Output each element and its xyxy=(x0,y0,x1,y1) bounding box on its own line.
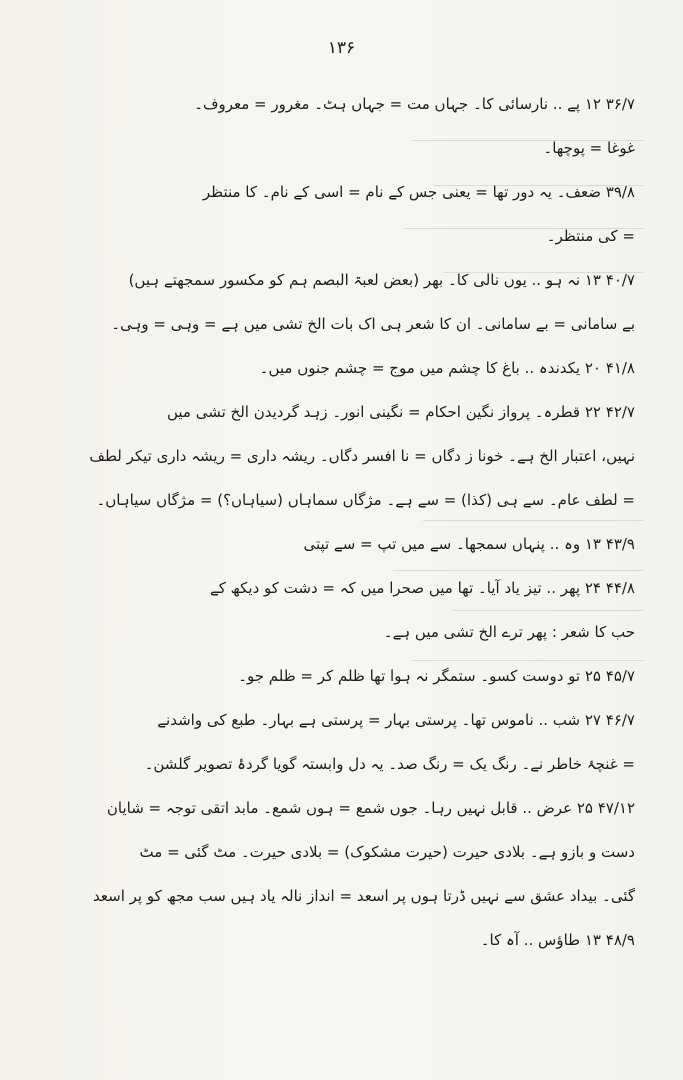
text-line: ۴۳/۹ ۱۳ وہ .. پنہاں سمجھا۔ سے میں تپ = سے تپتی xyxy=(303,535,635,553)
text-line: = کی منتظر۔ xyxy=(546,227,635,245)
text-line: نہیں، اعتبار الخ ہے۔ خونا ز دگاں = نا افسر دگاں۔ ریشہ داری = ریشہ داری تیکر لطف xyxy=(89,447,635,465)
text-line: بے سامانی = بے سامانی۔ ان کا شعر ہی اک بات الخ تشی میں ہے = وہی = وہی۔ xyxy=(111,315,635,333)
text-line: ۴۶/۷ ۲۷ شب .. ناموس تھا۔ پرستی بہار = پرستی ہے بہار۔ طبع کی واشدنے xyxy=(157,711,635,729)
text-line: ۴۷/۱۲ ۲۵ عرض .. قابل نہیں رہا۔ جوں شمع = ہوں شمع۔ مابد اتقی توجہ = شایان xyxy=(106,799,635,817)
text-line: ۴۸/۹ ۱۳ طاؤس .. آہ کا۔ xyxy=(480,931,635,949)
text-line: = لطف عام۔ سے ہی (کذا) = سے ہے۔ مژگاں سماہاں (سیاہاں؟) = مژگاں سیاہاں۔ xyxy=(96,491,635,509)
text-line: ۴۲/۷ ۲۲ قطرہ۔ پرواز نگین احکام = نگینی انور۔ زہد گردیدن الخ تشی میں xyxy=(166,403,635,421)
text-line: ۴۱/۸ ۲۰ یکدندہ .. باغ کا چشم میں موج = چشم جنوں میں۔ xyxy=(259,359,635,377)
text-line: گئی۔ بیداد عشق سے نہیں ڈرتا ہوں پر اسعد = انداز نالہ یاد ہیں سب مجھ کو پر اسعد xyxy=(93,887,635,905)
text-line: دست و بازو ہے۔ بلادی حیرت (حیرت مشکوک) = بلادی حیرت۔ مٹ گئی = مٹ xyxy=(139,843,635,861)
text-line: ۳۹/۸ ضعف۔ یہ دور تھا = یعنی جس کے نام = اسی کے نام۔ کا منتظر xyxy=(202,183,635,201)
text-line: ۴۵/۷ ۲۵ تو دوست کسو۔ ستمگر نہ ہوا تھا ظلم کر = ظلم جو۔ xyxy=(238,667,635,685)
text-line: ۴۴/۸ ۲۴ پھر .. تیز یاد آیا۔ تھا میں صحرا میں کہ = دشت کو دیکھ کے xyxy=(209,579,635,597)
manuscript-body xyxy=(55,82,635,962)
text-line: غوغا = پوچھا۔ xyxy=(543,139,635,157)
text-line: = غنچۂ خاطر نے۔ رنگ یک = رنگ صد۔ یہ دل وابستہ گویا گردۂ تصویر گلشن۔ xyxy=(144,755,635,773)
text-line: ۴۰/۷ ۱۳ نہ ہو .. یوں نالی کا۔ بھر (بعض لعبۃ البصم ہم کو مکسور سمجھتے ہیں) xyxy=(128,271,635,289)
page-number: ۱۳۶ xyxy=(327,38,356,58)
text-line: حب کا شعر : پھر ترے الخ تشی میں ہے۔ xyxy=(383,623,635,641)
text-line: ۳۶/۷ ۱۲ پے .. نارسائی کا۔ جہاں مت = جہاں ہٹ۔ مغرور = معروف۔ xyxy=(194,95,635,113)
